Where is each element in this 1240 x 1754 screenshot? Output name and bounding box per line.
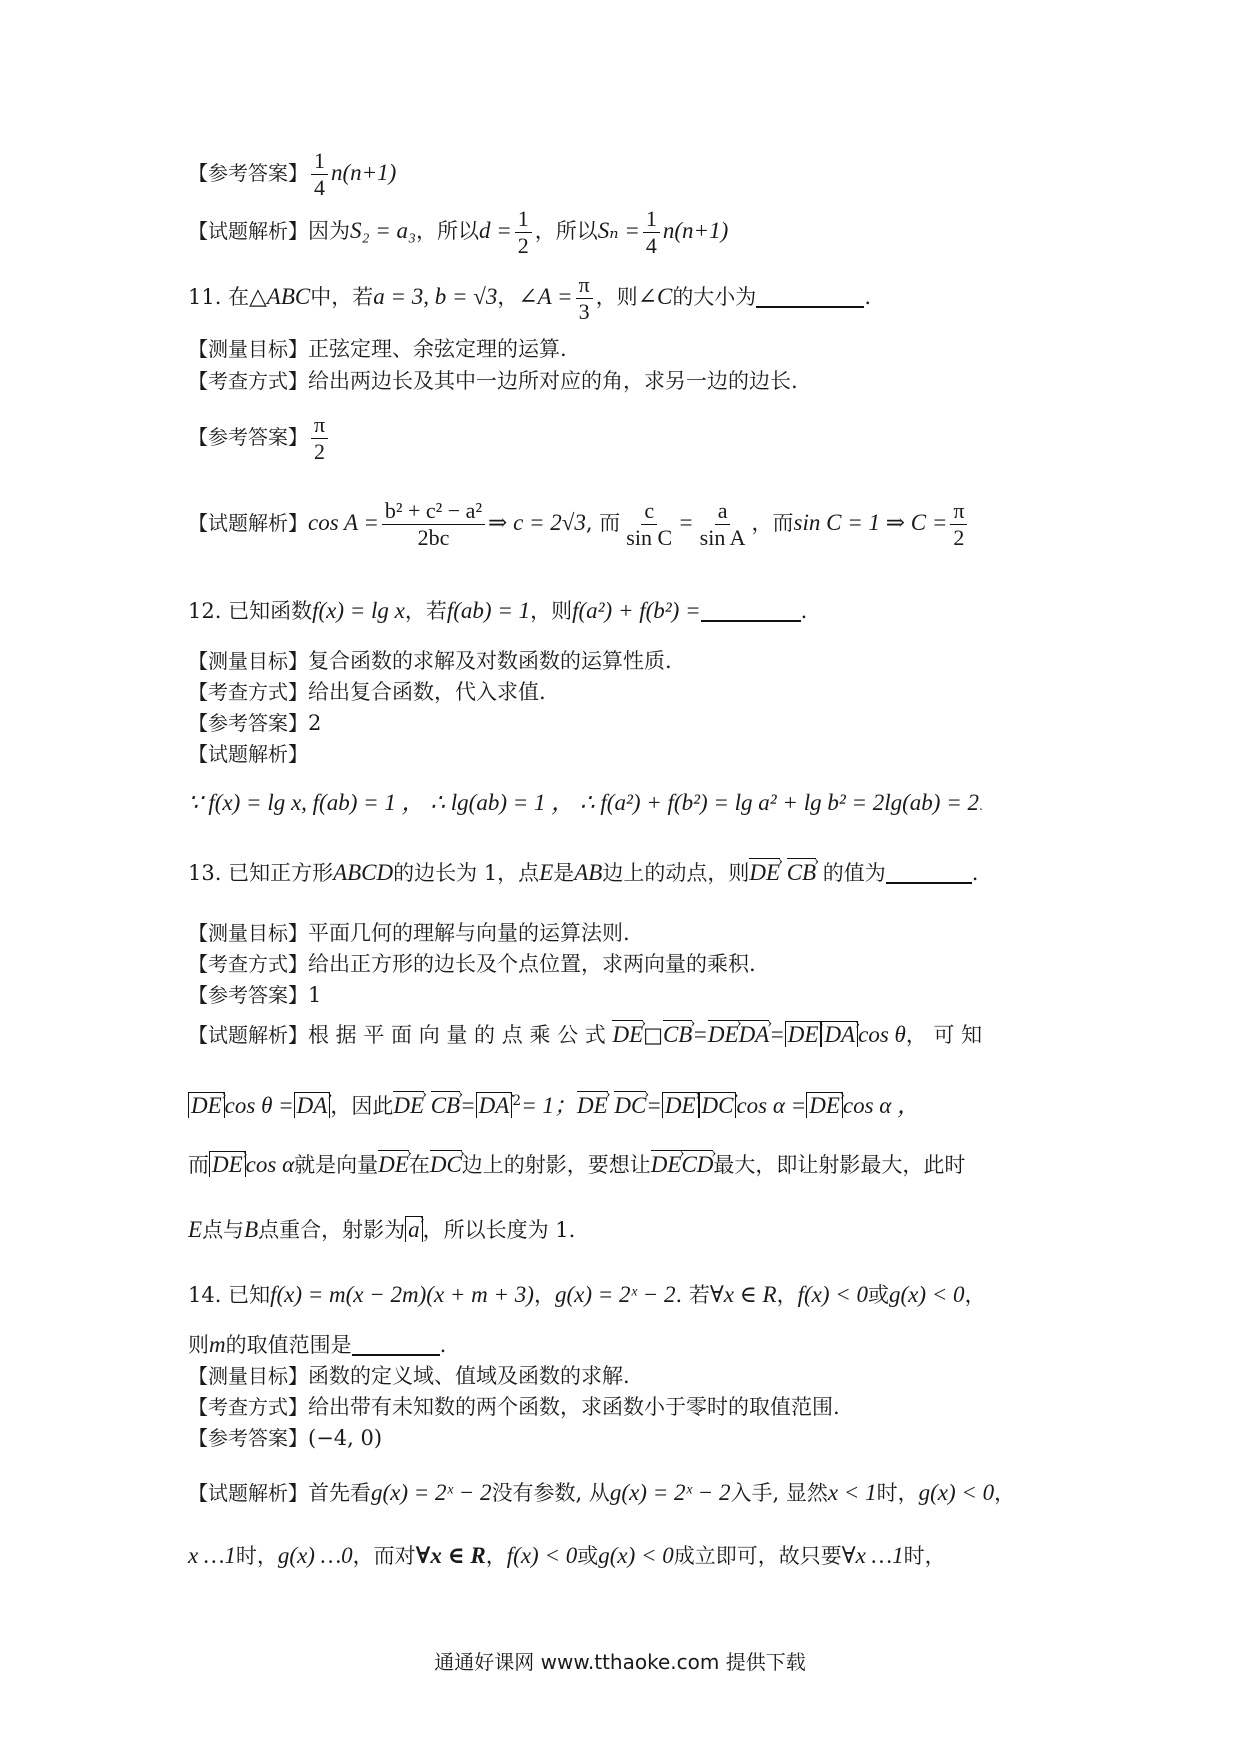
fraction: $\frac{1}{4}$ (643, 206, 660, 259)
answer-tag: 【参考答案】 (188, 983, 308, 1007)
q14-analysis-line-1: 【试题解析】首先看g(x) = 2ˣ − 2没有参数, 从g(x) = 2ˣ − 2入手, 显然x < 1时，g(x) < 0， (188, 1480, 1016, 1505)
method-tag: 【考查方式】 (188, 680, 308, 704)
q11-method: 【考查方式】给出两边长及其中一边所对应的角，求另一边的边长. (188, 369, 798, 393)
fraction: $\frac{\text{b² + c² − a²}}{2bc}$ (382, 498, 485, 551)
q14-goal: 【测量目标】函数的定义域、值域及函数的求解. (188, 1364, 630, 1388)
q10-answer-line (188, 148, 1068, 201)
q12-analysis: ∵ f(x) = lg x, f(ab) = 1 ， ∴ lg(ab) = 1 ， ∴ f(a²) + f(b²) = lg a² + lg b² = 2lg(ab) = 2. (188, 790, 983, 815)
math-expression: n(n+1) (331, 160, 397, 185)
q13-analysis-line-4: E点与B点重合，射影为 a › ，所以长度为 1. (188, 1215, 1068, 1245)
q13-answer: 【参考答案】1 (188, 983, 322, 1007)
q14-stem-line-2: 则m的取值范围是 . (188, 1332, 447, 1357)
q13-goal: 【测量目标】平面几何的理解与向量的运算法则. (188, 921, 630, 945)
answer-tag: 【参考答案】 (188, 425, 308, 449)
method-tag: 【考查方式】 (188, 1395, 308, 1419)
q13-method: 【考查方式】给出正方形的边长及个点位置，求两向量的乘积. (188, 952, 756, 976)
q13-analysis-line-1: 【试题解析】根 据 平 面 向 量 的 点 乘 公 式 DE ›□CB ›=DE ›DA ›= DE › DA › cos θ， 可 知 (188, 1020, 1068, 1050)
answer-blank (701, 620, 801, 622)
goal-tag: 【测量目标】 (188, 1364, 308, 1388)
q13-analysis-line-2: DE › cos θ = DA › ，因此DE › CB ›= DA › $^2$= 1；DE › DC ›= DE › DC › cos α = DE › cos α ， (188, 1086, 1068, 1121)
answer-tag: 【参考答案】 (188, 161, 308, 185)
q12-goal: 【测量目标】复合函数的求解及对数函数的运算性质. (188, 649, 672, 673)
q11-stem: 11. 在△ABC中，若a = 3, b = √3，∠A = $\frac{\pi}{3}$ ，则∠C的大小为 . (188, 272, 871, 324)
analysis-tag: 【试题解析】 (188, 219, 308, 243)
q14-answer: 【参考答案】(−4, 0) (188, 1426, 383, 1450)
vector: DE › (749, 858, 780, 885)
method-tag: 【考查方式】 (188, 952, 308, 976)
q14-stem-line-1: 14. 已知f(x) = m(x − 2m)(x + m + 3)，g(x) = 2ˣ − 2. 若∀x ∈ R，f(x) < 0或g(x) < 0， (188, 1282, 986, 1307)
q12-method: 【考查方式】给出复合函数，代入求值. (188, 680, 546, 704)
method-tag: 【考查方式】 (188, 369, 308, 393)
vector: CB › (787, 858, 816, 885)
fraction: $\frac{1}{2}$ (515, 206, 532, 259)
answer-blank (352, 1354, 440, 1356)
page-footer: 通通好课网 www.tthaoke.com 提供下载 (434, 1650, 806, 1674)
fraction: $\frac{c}{\text{sin C}}$ (626, 498, 673, 550)
q10-analysis-line: 【试题解析】因为S₂ = a₃，所以d = $\frac{1}{2}$ ，所以Sₙ = $\frac{1}{4}$ n(n+1) (188, 206, 729, 258)
q14-method: 【考查方式】给出带有未知数的两个函数，求函数小于零时的取值范围. (188, 1395, 840, 1419)
q11-analysis: 【试题解析】cos A = $\frac{\text{b² + c² − a²}}{2bc}$ ⇒ c = 2√3, 而 $\frac{c}{\text{sin C}}$ = $\frac{a}{\text{sin A}}$ ，而sin C = 1 ⇒ C = $\frac{\pi}{2}$ (188, 498, 1068, 551)
goal-tag: 【测量目标】 (188, 921, 308, 945)
fraction: $\frac{a}{\text{sin A}}$ (699, 498, 746, 550)
answer-blank (756, 306, 864, 308)
fraction: $\frac{\pi}{2}$ (311, 412, 328, 465)
q13-analysis-line-3: 而 DE › cos α就是向量DE ›在DC ›边上的射影，要想让DE ›CD ›最大，即让射影最大，此时 (188, 1150, 1068, 1180)
q12-answer: 【参考答案】2 (188, 711, 322, 735)
analysis-tag: 【试题解析】 (188, 511, 308, 535)
answer-blank (886, 882, 972, 884)
analysis-tag: 【试题解析】 (188, 1023, 308, 1047)
analysis-tag: 【试题解析】 (188, 742, 308, 766)
goal-tag: 【测量目标】 (188, 649, 308, 673)
q11-goal: 【测量目标】正弦定理、余弦定理的运算. (188, 337, 567, 361)
q14-analysis-line-2: x …1时，g(x) …0，而对∀x ∈ R，f(x) < 0或g(x) < 0成立即可，故只要∀x …1时， (188, 1543, 946, 1568)
fraction: $\frac{1}{4}$ (311, 148, 328, 201)
analysis-tag: 【试题解析】 (188, 1481, 308, 1505)
answer-tag: 【参考答案】 (188, 1426, 308, 1450)
q12-stem: 12. 已知函数f(x) = lg x，若f(ab) = 1，则f(a²) + f(b²) = . (188, 598, 808, 623)
fraction: $\frac{\pi}{3}$ (576, 272, 593, 325)
fraction: $\frac{\pi}{2}$ (950, 498, 967, 551)
q12-analysis-tag-line (188, 739, 1068, 769)
answer-tag: 【参考答案】 (188, 711, 308, 735)
goal-tag: 【测量目标】 (188, 337, 308, 361)
q13-stem: 13. 已知正方形ABCD的边长为 1，点E是AB边上的动点，则DE › CB › 的值为 . (188, 858, 1068, 888)
q11-answer (188, 412, 1068, 465)
